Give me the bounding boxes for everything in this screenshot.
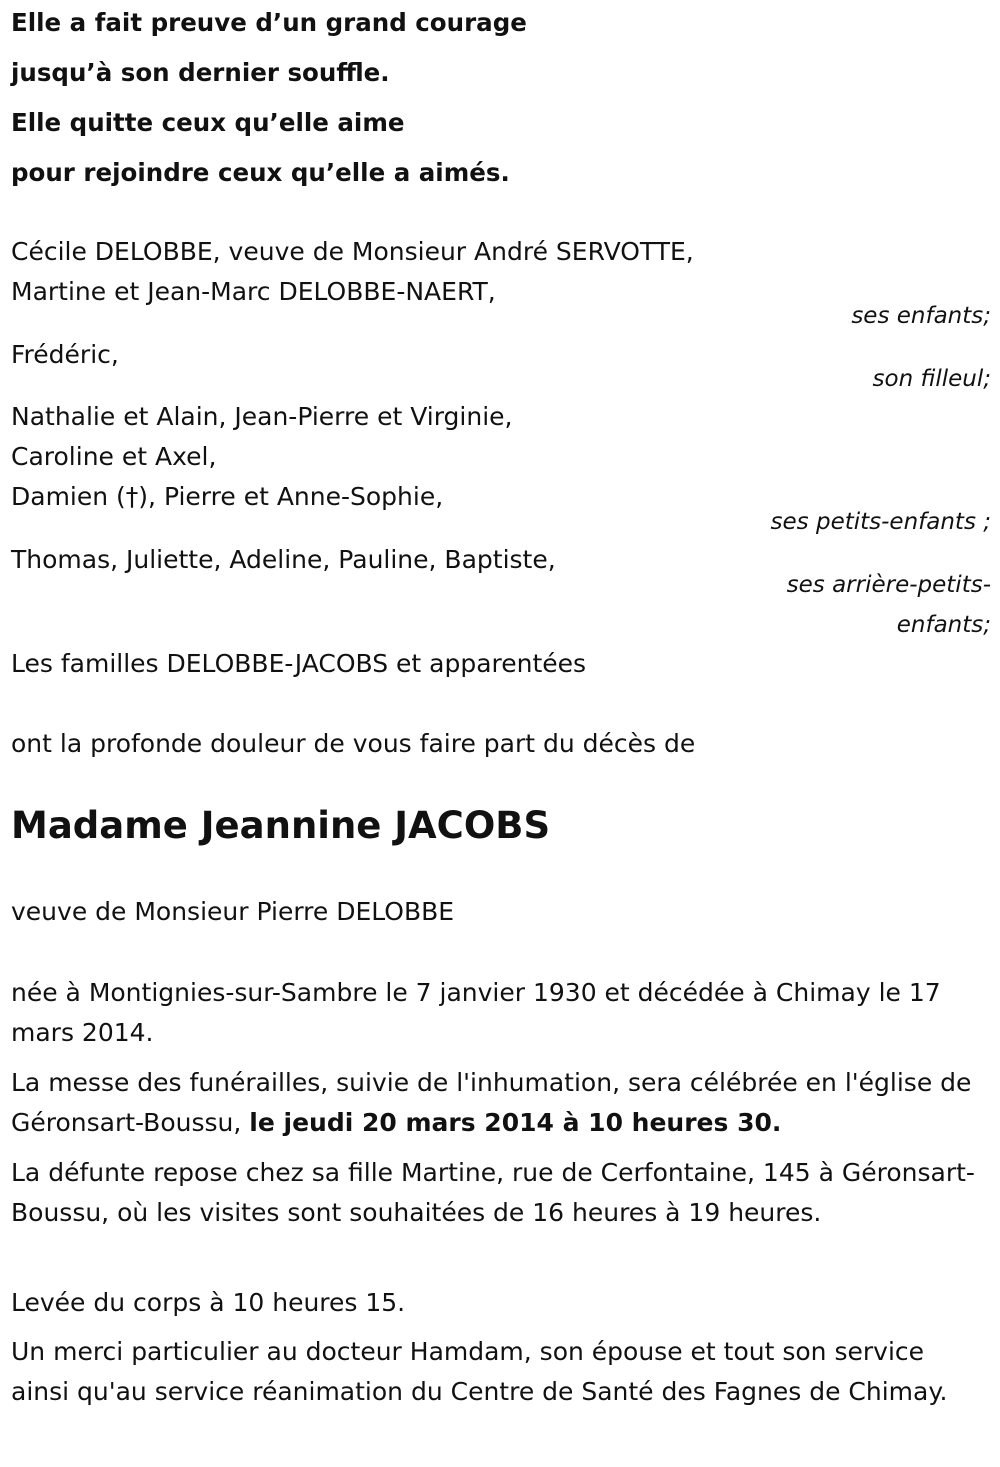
great-grandchildren-relation-2: enfants; xyxy=(896,612,991,638)
announcement: ont la profonde douleur de vous faire part du décès de xyxy=(11,729,696,758)
epitaph-line-4: pour rejoindre ceux qu’elle a aimés. xyxy=(11,158,510,187)
thanks: Un merci particulier au docteur Hamdam, son épouse et tout son service ainsi qu'au service réanimation du Centre de Santé des Fagnes de Chimay. xyxy=(11,1337,948,1406)
godson-line: Frédéric, xyxy=(11,340,119,369)
visitation: La défunte repose chez sa fille Martine, rue de Cerfontaine, 145 à Géronsart-Boussu, où les visites sont souhaitées de 16 heures à 19 heures. xyxy=(11,1158,975,1227)
child-line-1: Cécile DELOBBE, veuve de Monsieur André SERVOTTE, xyxy=(11,237,694,266)
child-line-2: Martine et Jean-Marc DELOBBE-NAERT, xyxy=(11,277,496,306)
epitaph-line-2: jusqu’à son dernier souffle. xyxy=(11,58,390,87)
birth-death: née à Montignies-sur-Sambre le 7 janvier 1930 et décédée à Chimay le 17 mars 2014. xyxy=(11,978,941,1047)
widow-of: veuve de Monsieur Pierre DELOBBE xyxy=(11,897,455,926)
grandchild-line-1: Nathalie et Alain, Jean-Pierre et Virginie, xyxy=(11,402,513,431)
funeral-date-time: le jeudi 20 mars 2014 à 10 heures 30. xyxy=(249,1108,782,1137)
godson-relation: son filleul; xyxy=(872,366,991,392)
grandchildren-relation: ses petits-enfants ; xyxy=(770,509,991,535)
families-line: Les familles DELOBBE-JACOBS et apparentées xyxy=(11,649,587,678)
great-grandchildren-relation-1: ses arrière-petits- xyxy=(786,572,991,598)
levee: Levée du corps à 10 heures 15. xyxy=(11,1288,406,1317)
children-relation: ses enfants; xyxy=(851,303,991,329)
grandchild-line-3: Damien (†), Pierre et Anne-Sophie, xyxy=(11,482,444,511)
funeral-paragraph xyxy=(11,1063,986,1143)
funeral-text: La messe des funérailles, suivie de l'inhumation, sera célébrée en l'église de Géronsart-Boussu, xyxy=(11,1068,972,1137)
epitaph-line-3: Elle quitte ceux qu’elle aime xyxy=(11,108,405,137)
epitaph-line-1: Elle a fait preuve d’un grand courage xyxy=(11,8,527,37)
great-grandchildren-line: Thomas, Juliette, Adeline, Pauline, Baptiste, xyxy=(11,545,556,574)
grandchild-line-2: Caroline et Axel, xyxy=(11,442,217,471)
deceased-name: Madame Jeannine JACOBS xyxy=(11,804,551,847)
